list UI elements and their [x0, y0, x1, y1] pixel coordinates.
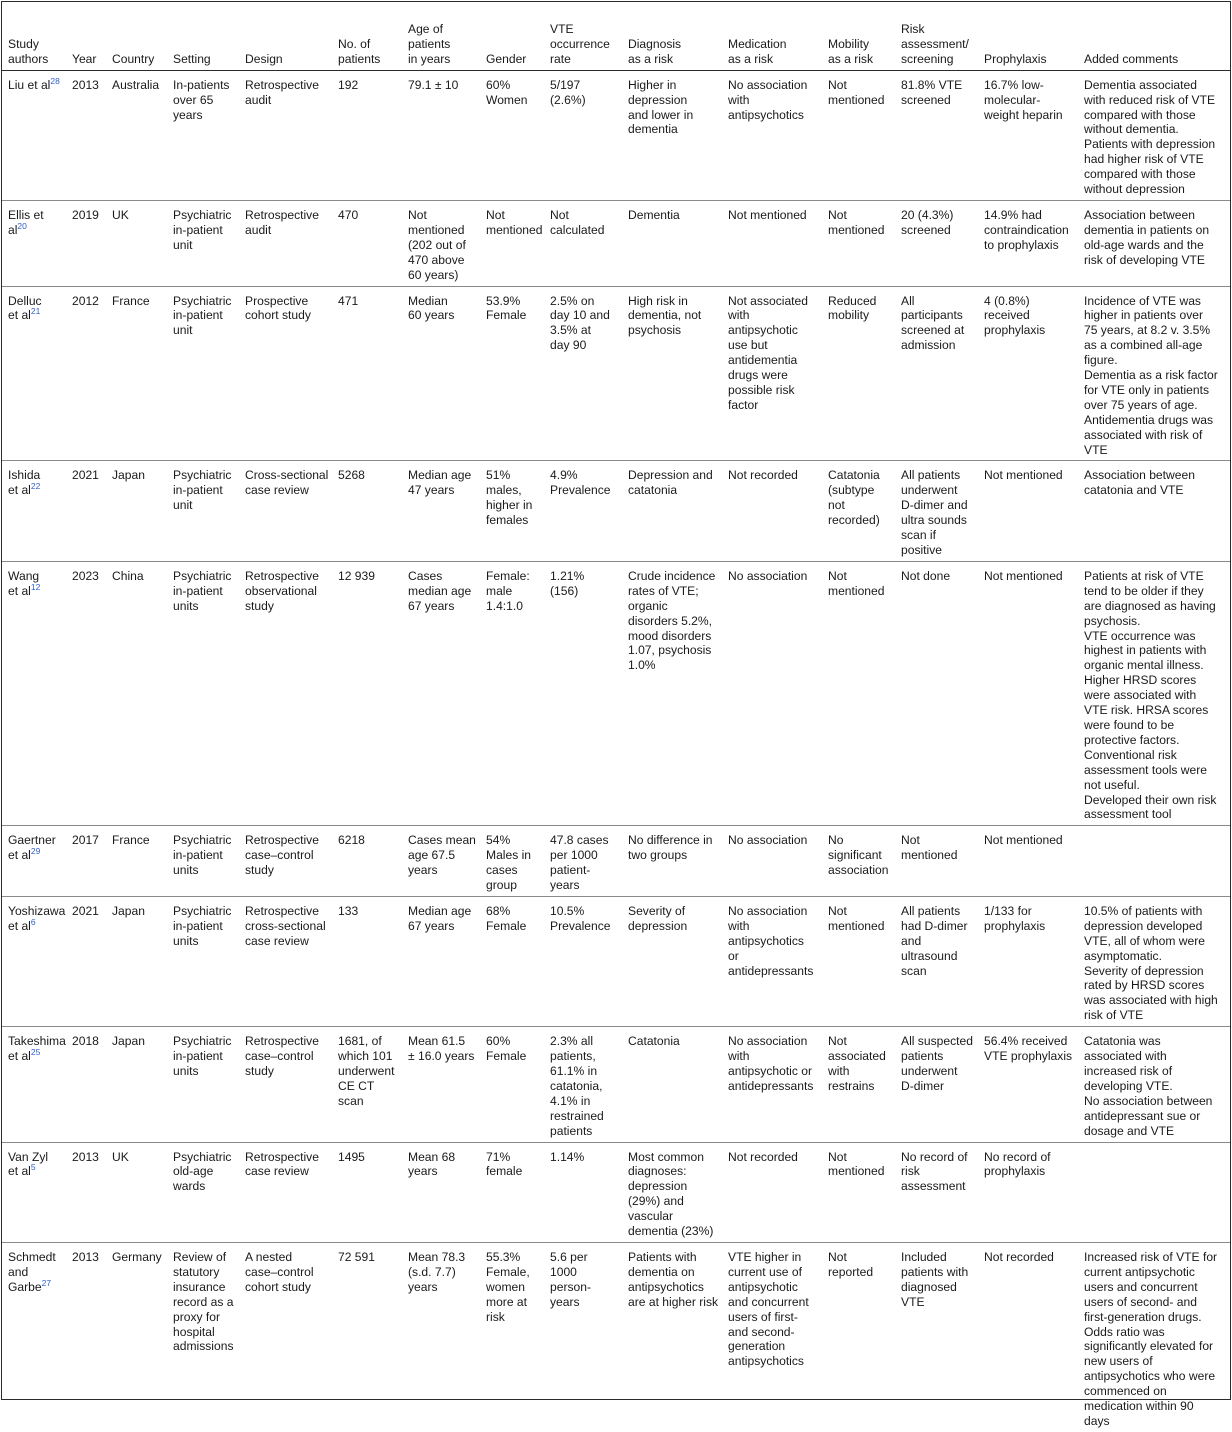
- cell-no-of-patients: 192: [332, 70, 402, 200]
- cell-age: Median age 47 years: [402, 461, 480, 561]
- reference-link[interactable]: 29: [30, 846, 41, 857]
- column-header-added-comments: Added comments: [1078, 2, 1230, 70]
- cell-medication-risk: Not mentioned: [722, 200, 822, 286]
- cell-setting: Psychiatric in-patient units: [167, 1027, 239, 1142]
- cell-gender: Female: male 1.4:1.0: [480, 561, 544, 825]
- cell-no-of-patients: 1495: [332, 1142, 402, 1242]
- cell-gender: 55.3% Female, women more at risk: [486, 1249, 530, 1324]
- reference-link[interactable]: 12: [30, 581, 41, 592]
- author-name: Yoshizawa et al: [8, 903, 66, 933]
- table-row: [2, 1142, 1230, 1242]
- cell-mobility-risk: Reduced mobility: [822, 286, 895, 461]
- table-row: [2, 1242, 1230, 1431]
- cell-gender: 51% males, higher in females: [480, 461, 544, 561]
- reference-link[interactable]: 6: [30, 916, 36, 927]
- table-row: [2, 561, 1230, 825]
- cell-country: Germany: [112, 1249, 162, 1264]
- reference-link[interactable]: 20: [17, 220, 27, 231]
- cell-design: Cross-sectional case review: [239, 461, 332, 561]
- cell-vte-occurrence-rate: 2.3% all patients, 61.1% in catatonia, 4.1% in restrained patients: [544, 1027, 622, 1142]
- cell-setting: Psychiatric in-patient unit: [167, 200, 239, 286]
- cell-study-authors: [2, 1242, 66, 1431]
- author-name: Takeshima et al: [8, 1034, 66, 1064]
- cell-vte-occurrence-rate: 5.6 per 1000 person- years: [550, 1249, 592, 1309]
- cell-gender: 54% Males in cases group: [480, 826, 544, 897]
- cell-year: 2013: [66, 70, 106, 200]
- table-row: [2, 70, 1230, 200]
- column-header-medication-risk: Medication as a risk: [722, 2, 822, 70]
- cell-study-authors: [2, 561, 66, 825]
- cell-no-of-patients: 5268: [332, 461, 402, 561]
- cell-medication-risk: Not associated with antipsychotic use but antidementia drugs were possible risk factor: [722, 286, 822, 461]
- cell-diagnosis-risk: Catatonia: [622, 1027, 722, 1142]
- cell-added-comments: Association between catatonia and VTE: [1078, 461, 1230, 561]
- cell-mobility-risk: Not mentioned: [822, 896, 895, 1026]
- cell-risk-assessment: Not mentioned: [895, 826, 978, 897]
- cell-no-of-patients: 471: [332, 286, 402, 461]
- cell-design: Retrospective audit: [239, 70, 332, 200]
- cell-medication-risk: Not recorded: [722, 1142, 822, 1242]
- cell-risk-assessment: All patients underwent D-dimer and ultra sounds scan if positive: [895, 461, 978, 561]
- table-row: [2, 826, 1230, 897]
- cell-prophylaxis: 16.7% low- molecular- weight heparin: [978, 70, 1078, 200]
- cell-study-authors: [2, 200, 66, 286]
- cell-mobility-risk: Not mentioned: [822, 70, 895, 200]
- cell-country: UK: [106, 200, 167, 286]
- cell-country: France: [106, 286, 167, 461]
- cell-diagnosis-risk: Most common diagnoses: depression (29%) and vascular dementia (23%): [622, 1142, 722, 1242]
- table-row: [2, 286, 1230, 461]
- cell-vte-occurrence-rate: 1.14%: [544, 1142, 622, 1242]
- cell-gender: Not mentioned: [480, 200, 544, 286]
- cell-diagnosis-risk: High risk in dementia, not psychosis: [622, 286, 722, 461]
- cell-gender: 68% Female: [480, 896, 544, 1026]
- cell-year: 2017: [66, 826, 106, 897]
- cell-setting: Psychiatric old-age wards: [167, 1142, 239, 1242]
- table-header: [2, 2, 1230, 70]
- column-header-country: Country: [106, 2, 167, 70]
- column-header-prophylaxis: Prophylaxis: [978, 2, 1078, 70]
- author-name: Gaertner et al: [8, 833, 56, 863]
- column-header-gender: Gender: [480, 2, 544, 70]
- cell-diagnosis-risk: No difference in two groups: [622, 826, 722, 897]
- cell-vte-occurrence-rate: Not calculated: [544, 200, 622, 286]
- cell-mobility-risk: Not mentioned: [822, 200, 895, 286]
- cell-risk-assessment: 20 (4.3%) screened: [895, 200, 978, 286]
- author-name: Ellis et al: [8, 207, 44, 237]
- column-header-study-authors: Study authors: [2, 2, 66, 70]
- cell-setting: Psychiatric in-patient units: [167, 561, 239, 825]
- column-header-design: Design: [239, 2, 332, 70]
- cell-risk-assessment: Not done: [895, 561, 978, 825]
- cell-year: 2021: [66, 461, 106, 561]
- cell-risk-assessment: No record of risk assessment: [895, 1142, 978, 1242]
- column-header-age: Age of patients in years: [402, 2, 480, 70]
- cell-prophylaxis: Not mentioned: [978, 561, 1078, 825]
- cell-country: Japan: [106, 1027, 167, 1142]
- table-body: [2, 70, 1230, 1432]
- cell-year: 2012: [66, 286, 106, 461]
- column-header-mobility-risk: Mobility as a risk: [822, 2, 895, 70]
- cell-study-authors: [2, 1142, 66, 1242]
- cell-setting: Psychiatric in-patient unit: [167, 461, 239, 561]
- cell-diagnosis-risk: Depression and catatonia: [622, 461, 722, 561]
- cell-age: Cases mean age 67.5 years: [402, 826, 480, 897]
- cell-mobility-risk: No significant association: [822, 826, 895, 897]
- cell-year: 2013: [72, 1249, 99, 1264]
- cell-mobility-risk: Not reported: [828, 1249, 874, 1279]
- cell-study-authors: [2, 70, 66, 200]
- cell-vte-occurrence-rate: 1.21% (156): [544, 561, 622, 825]
- cell-prophylaxis: 4 (0.8%) received prophylaxis: [978, 286, 1078, 461]
- column-header-diagnosis-risk: Diagnosis as a risk: [622, 2, 722, 70]
- cell-diagnosis-risk: Severity of depression: [622, 896, 722, 1026]
- cell-added-comments: Incidence of VTE was higher in patients over 75 years, at 8.2 v. 3.5% as a combined all-age figure. Dementia as a risk factor for VTE only in patients over 75 years of age. Antidementia drugs was associated with risk of VTE: [1078, 286, 1230, 461]
- column-header-setting: Setting: [167, 2, 239, 70]
- cell-medication-risk: No association with antipsychotics or antidepressants: [722, 896, 822, 1026]
- cell-country: Japan: [106, 896, 167, 1026]
- cell-mobility-risk: Not associated with restrains: [822, 1027, 895, 1142]
- cell-no-of-patients: 1681, of which 101 underwent CE CT scan: [332, 1027, 402, 1142]
- cell-design: Retrospective case review: [239, 1142, 332, 1242]
- cell-age: Mean 61.5 ± 16.0 years: [402, 1027, 480, 1142]
- cell-country: Japan: [106, 461, 167, 561]
- cell-vte-occurrence-rate: 5/197 (2.6%): [544, 70, 622, 200]
- cell-setting: Psychiatric in-patient units: [167, 896, 239, 1026]
- cell-gender: 60% Female: [480, 1027, 544, 1142]
- cell-prophylaxis: 56.4% received VTE prophylaxis: [978, 1027, 1078, 1142]
- column-header-vte-occurrence-rate: VTE occurrence rate: [544, 2, 622, 70]
- cell-diagnosis-risk: Crude incidence rates of VTE; organic disorders 5.2%, mood disorders 1.07, psychosis 1.0%: [622, 561, 722, 825]
- cell-age: Mean 68 years: [402, 1142, 480, 1242]
- cell-no-of-patients: 6218: [332, 826, 402, 897]
- cell-risk-assessment: 81.8% VTE screened: [895, 70, 978, 200]
- cell-study-authors: [2, 896, 66, 1026]
- cell-vte-occurrence-rate: 10.5% Prevalence: [544, 896, 622, 1026]
- author-name: Liu et al: [8, 77, 51, 92]
- cell-year: 2013: [66, 1142, 106, 1242]
- cell-added-comments: 10.5% of patients with depression developed VTE, all of whom were asymptomatic. Severity of depression rated by HRSD scores was associated with high risk of VTE: [1078, 896, 1230, 1026]
- cell-age: Cases median age 67 years: [402, 561, 480, 825]
- cell-year: 2018: [66, 1027, 106, 1142]
- cell-added-comments: [1078, 1142, 1230, 1242]
- cell-diagnosis-risk: Dementia: [622, 200, 722, 286]
- cell-year: 2023: [66, 561, 106, 825]
- reference-link[interactable]: 5: [30, 1162, 36, 1173]
- cell-medication-risk: VTE higher in current use of antipsychotic and concurrent users of first- and second- generation antipsychotics: [728, 1249, 809, 1369]
- cell-design: Retrospective case–control study: [239, 1027, 332, 1142]
- cell-country: Australia: [106, 70, 167, 200]
- author-name: Van Zyl et al: [8, 1149, 49, 1179]
- cell-setting: In-patients over 65 years: [167, 70, 239, 200]
- cell-study-authors: [2, 1027, 66, 1142]
- cell-prophylaxis: No record of prophylaxis: [978, 1142, 1078, 1242]
- table-row: [2, 896, 1230, 1026]
- cell-year: 2021: [66, 896, 106, 1026]
- cell-no-of-patients: 72 591: [338, 1249, 375, 1264]
- cell-setting: Psychiatric in-patient unit: [167, 286, 239, 461]
- cell-medication-risk: No association with antipsychotic or antidepressants: [722, 1027, 822, 1142]
- cell-added-comments: [1078, 826, 1230, 897]
- cell-vte-occurrence-rate: 47.8 cases per 1000 patient- years: [544, 826, 622, 897]
- cell-gender: 60% Women: [480, 70, 544, 200]
- cell-risk-assessment: All participants screened at admission: [895, 286, 978, 461]
- cell-study-authors: [2, 461, 66, 561]
- cell-study-authors: [2, 286, 66, 461]
- cell-no-of-patients: 470: [332, 200, 402, 286]
- cell-prophylaxis: Not mentioned: [978, 461, 1078, 561]
- cell-vte-occurrence-rate: 4.9% Prevalence: [544, 461, 622, 561]
- author-name: Ishida et al: [8, 468, 41, 498]
- author-name: Delluc et al: [8, 293, 42, 323]
- cell-design: Retrospective cross-sectional case review: [239, 896, 332, 1026]
- cell-no-of-patients: 12 939: [332, 561, 402, 825]
- cell-country: France: [106, 826, 167, 897]
- document-page: [1, 1, 1231, 1428]
- cell-added-comments: Patients at risk of VTE tend to be older if they are diagnosed as having psychosis. VTE occurrence was highest in patients with organic mental illness. Higher HRSD scores were associated with VTE risk. HRSA scores were found to be protective factors. Conventional risk assessment tools were not useful. Developed their own risk assessment tool: [1078, 561, 1230, 825]
- author-name: Wang et al: [8, 568, 40, 598]
- cell-added-comments: Dementia associated with reduced risk of VTE compared with those without dementia. Patients with depression had higher risk of VTE compared with those without depression: [1078, 70, 1230, 200]
- cell-design: Prospective cohort study: [239, 286, 332, 461]
- reference-link[interactable]: 27: [41, 1277, 52, 1288]
- cell-medication-risk: No association: [722, 561, 822, 825]
- cell-country: China: [106, 561, 167, 825]
- cell-country: UK: [106, 1142, 167, 1242]
- reference-link[interactable]: 21: [30, 306, 41, 317]
- cell-added-comments: Catatonia was associated with increased risk of developing VTE. No association between antidepressant sue or dosage and VTE: [1078, 1027, 1230, 1142]
- cell-design: Retrospective case–control study: [239, 826, 332, 897]
- cell-prophylaxis: Not recorded: [984, 1249, 1054, 1264]
- cell-design: Retrospective observational study: [239, 561, 332, 825]
- cell-prophylaxis: 14.9% had contraindication to prophylaxis: [978, 200, 1078, 286]
- cell-medication-risk: No association: [722, 826, 822, 897]
- cell-added-comments: Association between dementia in patients on old-age wards and the risk of developing VTE: [1078, 200, 1230, 286]
- cell-risk-assessment: All suspected patients underwent D-dimer: [895, 1027, 978, 1142]
- cell-design: A nested case–control cohort study: [245, 1249, 314, 1294]
- cell-age: 79.1 ± 10: [402, 70, 480, 200]
- cell-age: Mean 78.3 (s.d. 7.7) years: [408, 1249, 466, 1294]
- table-row: [2, 1027, 1230, 1142]
- cell-no-of-patients: 133: [332, 896, 402, 1026]
- cell-year: 2019: [66, 200, 106, 286]
- reference-link[interactable]: 25: [30, 1047, 41, 1058]
- cell-added-comments: Increased risk of VTE for current antipsychotic users and concurrent users of second- and first-generation drugs. Odds ratio was significantly elevated for new users of antipsychotics who were commenced on medication within 90 days: [1084, 1249, 1218, 1428]
- column-header-risk-assessment: Risk assessment/ screening: [895, 2, 978, 70]
- author-name: Schmedt and Garbe: [8, 1249, 56, 1294]
- cell-gender: 53.9% Female: [480, 286, 544, 461]
- cell-medication-risk: Not recorded: [722, 461, 822, 561]
- cell-prophylaxis: 1/133 for prophylaxis: [978, 896, 1078, 1026]
- table-row: [2, 461, 1230, 561]
- cell-prophylaxis: Not mentioned: [978, 826, 1078, 897]
- cell-mobility-risk: Not mentioned: [822, 561, 895, 825]
- cell-setting: Review of statutory insurance record as a proxy for hospital admissions: [173, 1249, 234, 1354]
- cell-diagnosis-risk: Patients with dementia on antipsychotics are at higher risk: [628, 1249, 719, 1309]
- table-row: [2, 200, 1230, 286]
- cell-setting: Psychiatric in-patient units: [167, 826, 239, 897]
- cell-age: Not mentioned (202 out of 470 above 60 years): [402, 200, 480, 286]
- cell-diagnosis-risk: Higher in depression and lower in dementia: [622, 70, 722, 200]
- column-header-year: Year: [66, 2, 106, 70]
- reference-link[interactable]: 28: [50, 75, 60, 86]
- cell-mobility-risk: Not mentioned: [822, 1142, 895, 1242]
- cell-age: Median 60 years: [402, 286, 480, 461]
- cell-age: Median age 67 years: [402, 896, 480, 1026]
- cell-study-authors: [2, 826, 66, 897]
- cell-risk-assessment: All patients had D-dimer and ultrasound scan: [895, 896, 978, 1026]
- cell-mobility-risk: Catatonia (subtype not recorded): [822, 461, 895, 561]
- column-header-no-of-patients: No. of patients: [332, 2, 402, 70]
- cell-risk-assessment: Included patients with diagnosed VTE: [901, 1249, 969, 1309]
- header-row: [2, 2, 1230, 70]
- cell-medication-risk: No association with antipsychotics: [722, 70, 822, 200]
- reference-link[interactable]: 22: [30, 481, 41, 492]
- cell-design: Retrospective audit: [239, 200, 332, 286]
- cell-vte-occurrence-rate: 2.5% on day 10 and 3.5% at day 90: [544, 286, 622, 461]
- cell-gender: 71% female: [480, 1142, 544, 1242]
- studies-table: [2, 2, 1230, 1432]
